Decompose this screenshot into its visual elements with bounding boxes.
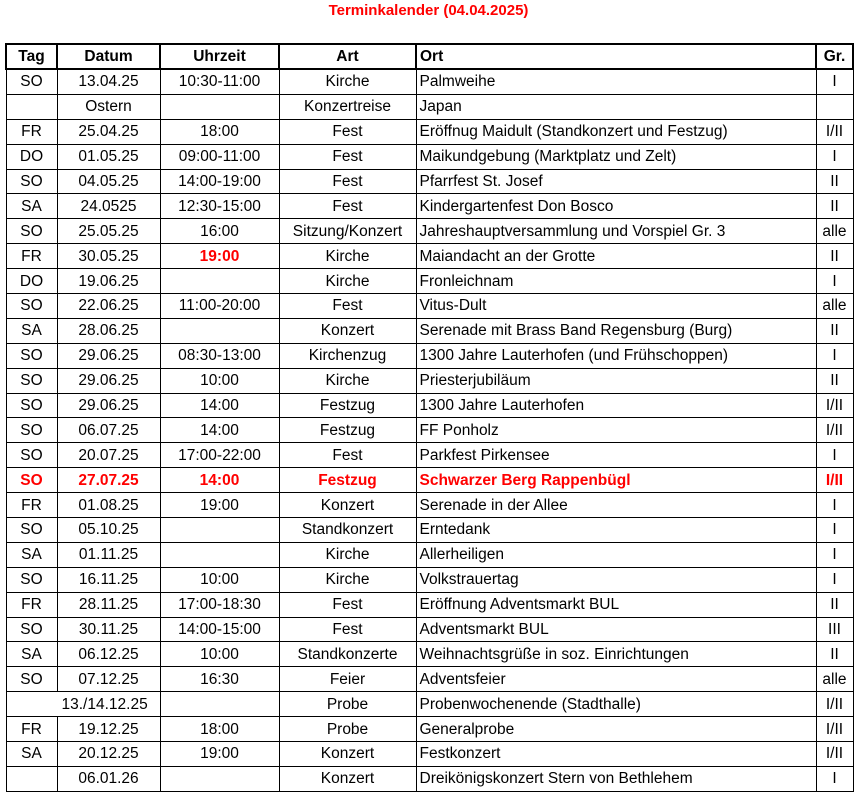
cell-gr: I/II bbox=[816, 418, 853, 443]
cell-tag: SO bbox=[6, 418, 57, 443]
cell-gr: alle bbox=[816, 667, 853, 692]
table-row bbox=[6, 542, 853, 567]
cell-art: Kirche bbox=[279, 69, 416, 94]
cell-uhrzeit bbox=[160, 318, 279, 343]
cell-uhrzeit: 10:00 bbox=[160, 368, 279, 393]
cell-datum: 06.07.25 bbox=[57, 418, 160, 443]
table-row bbox=[6, 717, 853, 742]
cell-ort: Kindergartenfest Don Bosco bbox=[416, 194, 816, 219]
cell-datum: 16.11.25 bbox=[57, 567, 160, 592]
cell-art: Fest bbox=[279, 119, 416, 144]
cell-uhrzeit bbox=[160, 269, 279, 294]
table-row bbox=[6, 343, 853, 368]
cell-gr: I/II bbox=[816, 119, 853, 144]
header-ort: Ort bbox=[416, 44, 816, 69]
cell-art: Fest bbox=[279, 194, 416, 219]
cell-gr: I bbox=[816, 343, 853, 368]
cell-datum: 19.06.25 bbox=[57, 269, 160, 294]
cell-datum: Ostern bbox=[57, 94, 160, 119]
cell-datum: 13.04.25 bbox=[57, 69, 160, 94]
cell-art: Standkonzerte bbox=[279, 642, 416, 667]
cell-art: Fest bbox=[279, 294, 416, 319]
cell-uhrzeit: 14:00 bbox=[160, 418, 279, 443]
cell-art: Kirche bbox=[279, 269, 416, 294]
cell-uhrzeit: 16:00 bbox=[160, 219, 279, 244]
cell-uhrzeit bbox=[160, 542, 279, 567]
cell-uhrzeit: 08:30-13:00 bbox=[160, 343, 279, 368]
cell-datum: 29.06.25 bbox=[57, 343, 160, 368]
cell-gr: II bbox=[816, 642, 853, 667]
cell-uhrzeit: 19:00 bbox=[160, 493, 279, 518]
table-row bbox=[6, 567, 853, 592]
cell-art: Probe bbox=[279, 692, 416, 717]
cell-datum: 27.07.25 bbox=[57, 468, 160, 493]
table-row bbox=[6, 692, 853, 717]
cell-datum: 22.06.25 bbox=[57, 294, 160, 319]
cell-ort: Probenwochenende (Stadthalle) bbox=[416, 692, 816, 717]
cell-ort: Eröffnug Maidult (Standkonzert und Festzug) bbox=[416, 119, 816, 144]
cell-art: Sitzung/Konzert bbox=[279, 219, 416, 244]
cell-tag: SA bbox=[6, 194, 57, 219]
cell-gr: I bbox=[816, 144, 853, 169]
cell-art: Fest bbox=[279, 617, 416, 642]
cell-tag: SO bbox=[6, 518, 57, 543]
cell-uhrzeit bbox=[160, 518, 279, 543]
cell-ort: Festkonzert bbox=[416, 742, 816, 767]
cell-uhrzeit: 10:30-11:00 bbox=[160, 69, 279, 94]
cell-ort: Volkstrauertag bbox=[416, 567, 816, 592]
cell-tag: SO bbox=[6, 443, 57, 468]
cell-tag: SO bbox=[6, 343, 57, 368]
cell-ort: Priesterjubiläum bbox=[416, 368, 816, 393]
cell-tag: FR bbox=[6, 717, 57, 742]
cell-uhrzeit: 09:00-11:00 bbox=[160, 144, 279, 169]
cell-art: Fest bbox=[279, 169, 416, 194]
cell-tag: SO bbox=[6, 617, 57, 642]
cell-tag: SO bbox=[6, 169, 57, 194]
cell-uhrzeit: 16:30 bbox=[160, 667, 279, 692]
header-tag: Tag bbox=[6, 44, 57, 69]
cell-datum: 24.0525 bbox=[57, 194, 160, 219]
cell-datum: 04.05.25 bbox=[57, 169, 160, 194]
cell-uhrzeit: 17:00-18:30 bbox=[160, 592, 279, 617]
cell-tag: SA bbox=[6, 542, 57, 567]
cell-ort: Dreikönigskonzert Stern von Bethlehem bbox=[416, 766, 816, 791]
cell-datum: 30.05.25 bbox=[57, 244, 160, 269]
table-row bbox=[6, 592, 853, 617]
table-row bbox=[6, 766, 853, 791]
table-row bbox=[6, 418, 853, 443]
table-row bbox=[6, 493, 853, 518]
table-row bbox=[6, 742, 853, 767]
cell-gr: I/II bbox=[816, 717, 853, 742]
cell-tag: SO bbox=[6, 219, 57, 244]
cell-datum: 05.10.25 bbox=[57, 518, 160, 543]
cell-ort: Weihnachtsgrüße in soz. Einrichtungen bbox=[416, 642, 816, 667]
cell-art: Festzug bbox=[279, 418, 416, 443]
cell-datum: 25.05.25 bbox=[57, 219, 160, 244]
table-row bbox=[6, 194, 853, 219]
cell-gr bbox=[816, 94, 853, 119]
cell-gr: I bbox=[816, 269, 853, 294]
cell-ort: Maikundgebung (Marktplatz und Zelt) bbox=[416, 144, 816, 169]
cell-gr: I bbox=[816, 542, 853, 567]
cell-art: Festzug bbox=[279, 468, 416, 493]
cell-tag: SO bbox=[6, 368, 57, 393]
calendar-table bbox=[5, 43, 854, 792]
cell-ort: Japan bbox=[416, 94, 816, 119]
cell-gr: II bbox=[816, 368, 853, 393]
cell-gr: II bbox=[816, 169, 853, 194]
page-title: Terminkalender (04.04.2025) bbox=[328, 2, 529, 19]
cell-art: Kirche bbox=[279, 244, 416, 269]
table-row bbox=[6, 244, 853, 269]
cell-art: Kirche bbox=[279, 542, 416, 567]
cell-datum: 28.06.25 bbox=[57, 318, 160, 343]
cell-ort: Adventsmarkt BUL bbox=[416, 617, 816, 642]
cell-uhrzeit: 10:00 bbox=[160, 567, 279, 592]
table-row bbox=[6, 443, 853, 468]
table-row bbox=[6, 393, 853, 418]
cell-gr: II bbox=[816, 244, 853, 269]
cell-datum: 01.08.25 bbox=[57, 493, 160, 518]
cell-tag: FR bbox=[6, 244, 57, 269]
cell-datum: 28.11.25 bbox=[57, 592, 160, 617]
cell-tag: DO bbox=[6, 144, 57, 169]
cell-tag: SO bbox=[6, 294, 57, 319]
cell-ort: Serenade in der Allee bbox=[416, 493, 816, 518]
cell-datum: 07.12.25 bbox=[57, 667, 160, 692]
cell-art: Konzert bbox=[279, 766, 416, 791]
cell-uhrzeit: 14:00 bbox=[160, 468, 279, 493]
cell-uhrzeit: 14:00-15:00 bbox=[160, 617, 279, 642]
cell-tag: SO bbox=[6, 567, 57, 592]
cell-uhrzeit: 10:00 bbox=[160, 642, 279, 667]
cell-gr: I/II bbox=[816, 468, 853, 493]
cell-uhrzeit bbox=[160, 692, 279, 717]
cell-datum: 29.06.25 bbox=[57, 368, 160, 393]
cell-art: Konzert bbox=[279, 742, 416, 767]
cell-tag: SO bbox=[6, 393, 57, 418]
header-uhrzeit: Uhrzeit bbox=[160, 44, 279, 69]
header-row bbox=[6, 44, 853, 69]
cell-art: Fest bbox=[279, 592, 416, 617]
cell-tag: FR bbox=[6, 119, 57, 144]
table-row bbox=[6, 642, 853, 667]
cell-ort: Vitus-Dult bbox=[416, 294, 816, 319]
cell-uhrzeit bbox=[160, 766, 279, 791]
cell-tag: FR bbox=[6, 493, 57, 518]
cell-ort: FF Ponholz bbox=[416, 418, 816, 443]
cell-art: Kirche bbox=[279, 567, 416, 592]
cell-gr: III bbox=[816, 617, 853, 642]
table-row bbox=[6, 617, 853, 642]
cell-gr: II bbox=[816, 318, 853, 343]
cell-datum: 19.12.25 bbox=[57, 717, 160, 742]
cell-ort: Schwarzer Berg Rappenbügl bbox=[416, 468, 816, 493]
cell-tag: SO bbox=[6, 468, 57, 493]
cell-gr: I/II bbox=[816, 393, 853, 418]
cell-art: Fest bbox=[279, 144, 416, 169]
header-gr: Gr. bbox=[816, 44, 853, 69]
cell-art: Fest bbox=[279, 443, 416, 468]
cell-datum: 20.12.25 bbox=[57, 742, 160, 767]
header-art: Art bbox=[279, 44, 416, 69]
table-row bbox=[6, 69, 853, 94]
cell-tag: SO bbox=[6, 667, 57, 692]
cell-datum: 13./14.12.25 bbox=[6, 692, 160, 717]
cell-ort: Jahreshauptversammlung und Vorspiel Gr. 3 bbox=[416, 219, 816, 244]
cell-tag: SA bbox=[6, 742, 57, 767]
table-row bbox=[6, 368, 853, 393]
table-row bbox=[6, 219, 853, 244]
cell-ort: Parkfest Pirkensee bbox=[416, 443, 816, 468]
header-datum: Datum bbox=[57, 44, 160, 69]
cell-uhrzeit: 14:00-19:00 bbox=[160, 169, 279, 194]
cell-uhrzeit: 11:00-20:00 bbox=[160, 294, 279, 319]
cell-gr: I bbox=[816, 443, 853, 468]
cell-uhrzeit: 12:30-15:00 bbox=[160, 194, 279, 219]
table-row bbox=[6, 667, 853, 692]
cell-tag: SO bbox=[6, 69, 57, 94]
cell-datum: 30.11.25 bbox=[57, 617, 160, 642]
cell-ort: Serenade mit Brass Band Regensburg (Burg) bbox=[416, 318, 816, 343]
table-row bbox=[6, 269, 853, 294]
cell-datum: 25.04.25 bbox=[57, 119, 160, 144]
cell-ort: Pfarrfest St. Josef bbox=[416, 169, 816, 194]
cell-art: Feier bbox=[279, 667, 416, 692]
cell-ort: Adventsfeier bbox=[416, 667, 816, 692]
table-row bbox=[6, 144, 853, 169]
cell-ort: Eröffnung Adventsmarkt BUL bbox=[416, 592, 816, 617]
cell-tag: SA bbox=[6, 318, 57, 343]
cell-ort: Palmweihe bbox=[416, 69, 816, 94]
cell-art: Festzug bbox=[279, 393, 416, 418]
cell-ort: Maiandacht an der Grotte bbox=[416, 244, 816, 269]
cell-datum: 06.01.26 bbox=[57, 766, 160, 791]
cell-datum: 29.06.25 bbox=[57, 393, 160, 418]
cell-gr: II bbox=[816, 592, 853, 617]
table-row bbox=[6, 294, 853, 319]
cell-ort: Fronleichnam bbox=[416, 269, 816, 294]
cell-uhrzeit bbox=[160, 94, 279, 119]
table-row bbox=[6, 94, 853, 119]
cell-uhrzeit: 17:00-22:00 bbox=[160, 443, 279, 468]
cell-tag bbox=[6, 94, 57, 119]
cell-ort: 1300 Jahre Lauterhofen bbox=[416, 393, 816, 418]
cell-gr: I bbox=[816, 567, 853, 592]
cell-ort: Erntedank bbox=[416, 518, 816, 543]
cell-tag bbox=[6, 766, 57, 791]
cell-art: Kirche bbox=[279, 368, 416, 393]
cell-art: Konzertreise bbox=[279, 94, 416, 119]
cell-art: Kirchenzug bbox=[279, 343, 416, 368]
cell-uhrzeit: 18:00 bbox=[160, 717, 279, 742]
table-row bbox=[6, 318, 853, 343]
cell-gr: I bbox=[816, 493, 853, 518]
cell-gr: I bbox=[816, 766, 853, 791]
cell-gr: I bbox=[816, 69, 853, 94]
cell-tag: FR bbox=[6, 592, 57, 617]
cell-gr: alle bbox=[816, 219, 853, 244]
cell-gr: I bbox=[816, 518, 853, 543]
cell-ort: 1300 Jahre Lauterhofen (und Frühschoppen) bbox=[416, 343, 816, 368]
cell-datum: 01.11.25 bbox=[57, 542, 160, 567]
cell-gr: II bbox=[816, 194, 853, 219]
cell-gr: I/II bbox=[816, 742, 853, 767]
cell-datum: 20.07.25 bbox=[57, 443, 160, 468]
cell-art: Standkonzert bbox=[279, 518, 416, 543]
cell-ort: Generalprobe bbox=[416, 717, 816, 742]
cell-art: Konzert bbox=[279, 318, 416, 343]
table-row bbox=[6, 119, 853, 144]
cell-uhrzeit: 19:00 bbox=[160, 244, 279, 269]
table-row bbox=[6, 468, 853, 493]
cell-uhrzeit: 19:00 bbox=[160, 742, 279, 767]
cell-datum: 06.12.25 bbox=[57, 642, 160, 667]
cell-tag: SA bbox=[6, 642, 57, 667]
cell-datum: 01.05.25 bbox=[57, 144, 160, 169]
table-row bbox=[6, 518, 853, 543]
cell-art: Konzert bbox=[279, 493, 416, 518]
cell-gr: I/II bbox=[816, 692, 853, 717]
cell-uhrzeit: 18:00 bbox=[160, 119, 279, 144]
table-row bbox=[6, 169, 853, 194]
cell-uhrzeit: 14:00 bbox=[160, 393, 279, 418]
cell-ort: Allerheiligen bbox=[416, 542, 816, 567]
cell-tag: DO bbox=[6, 269, 57, 294]
cell-art: Probe bbox=[279, 717, 416, 742]
cell-gr: alle bbox=[816, 294, 853, 319]
